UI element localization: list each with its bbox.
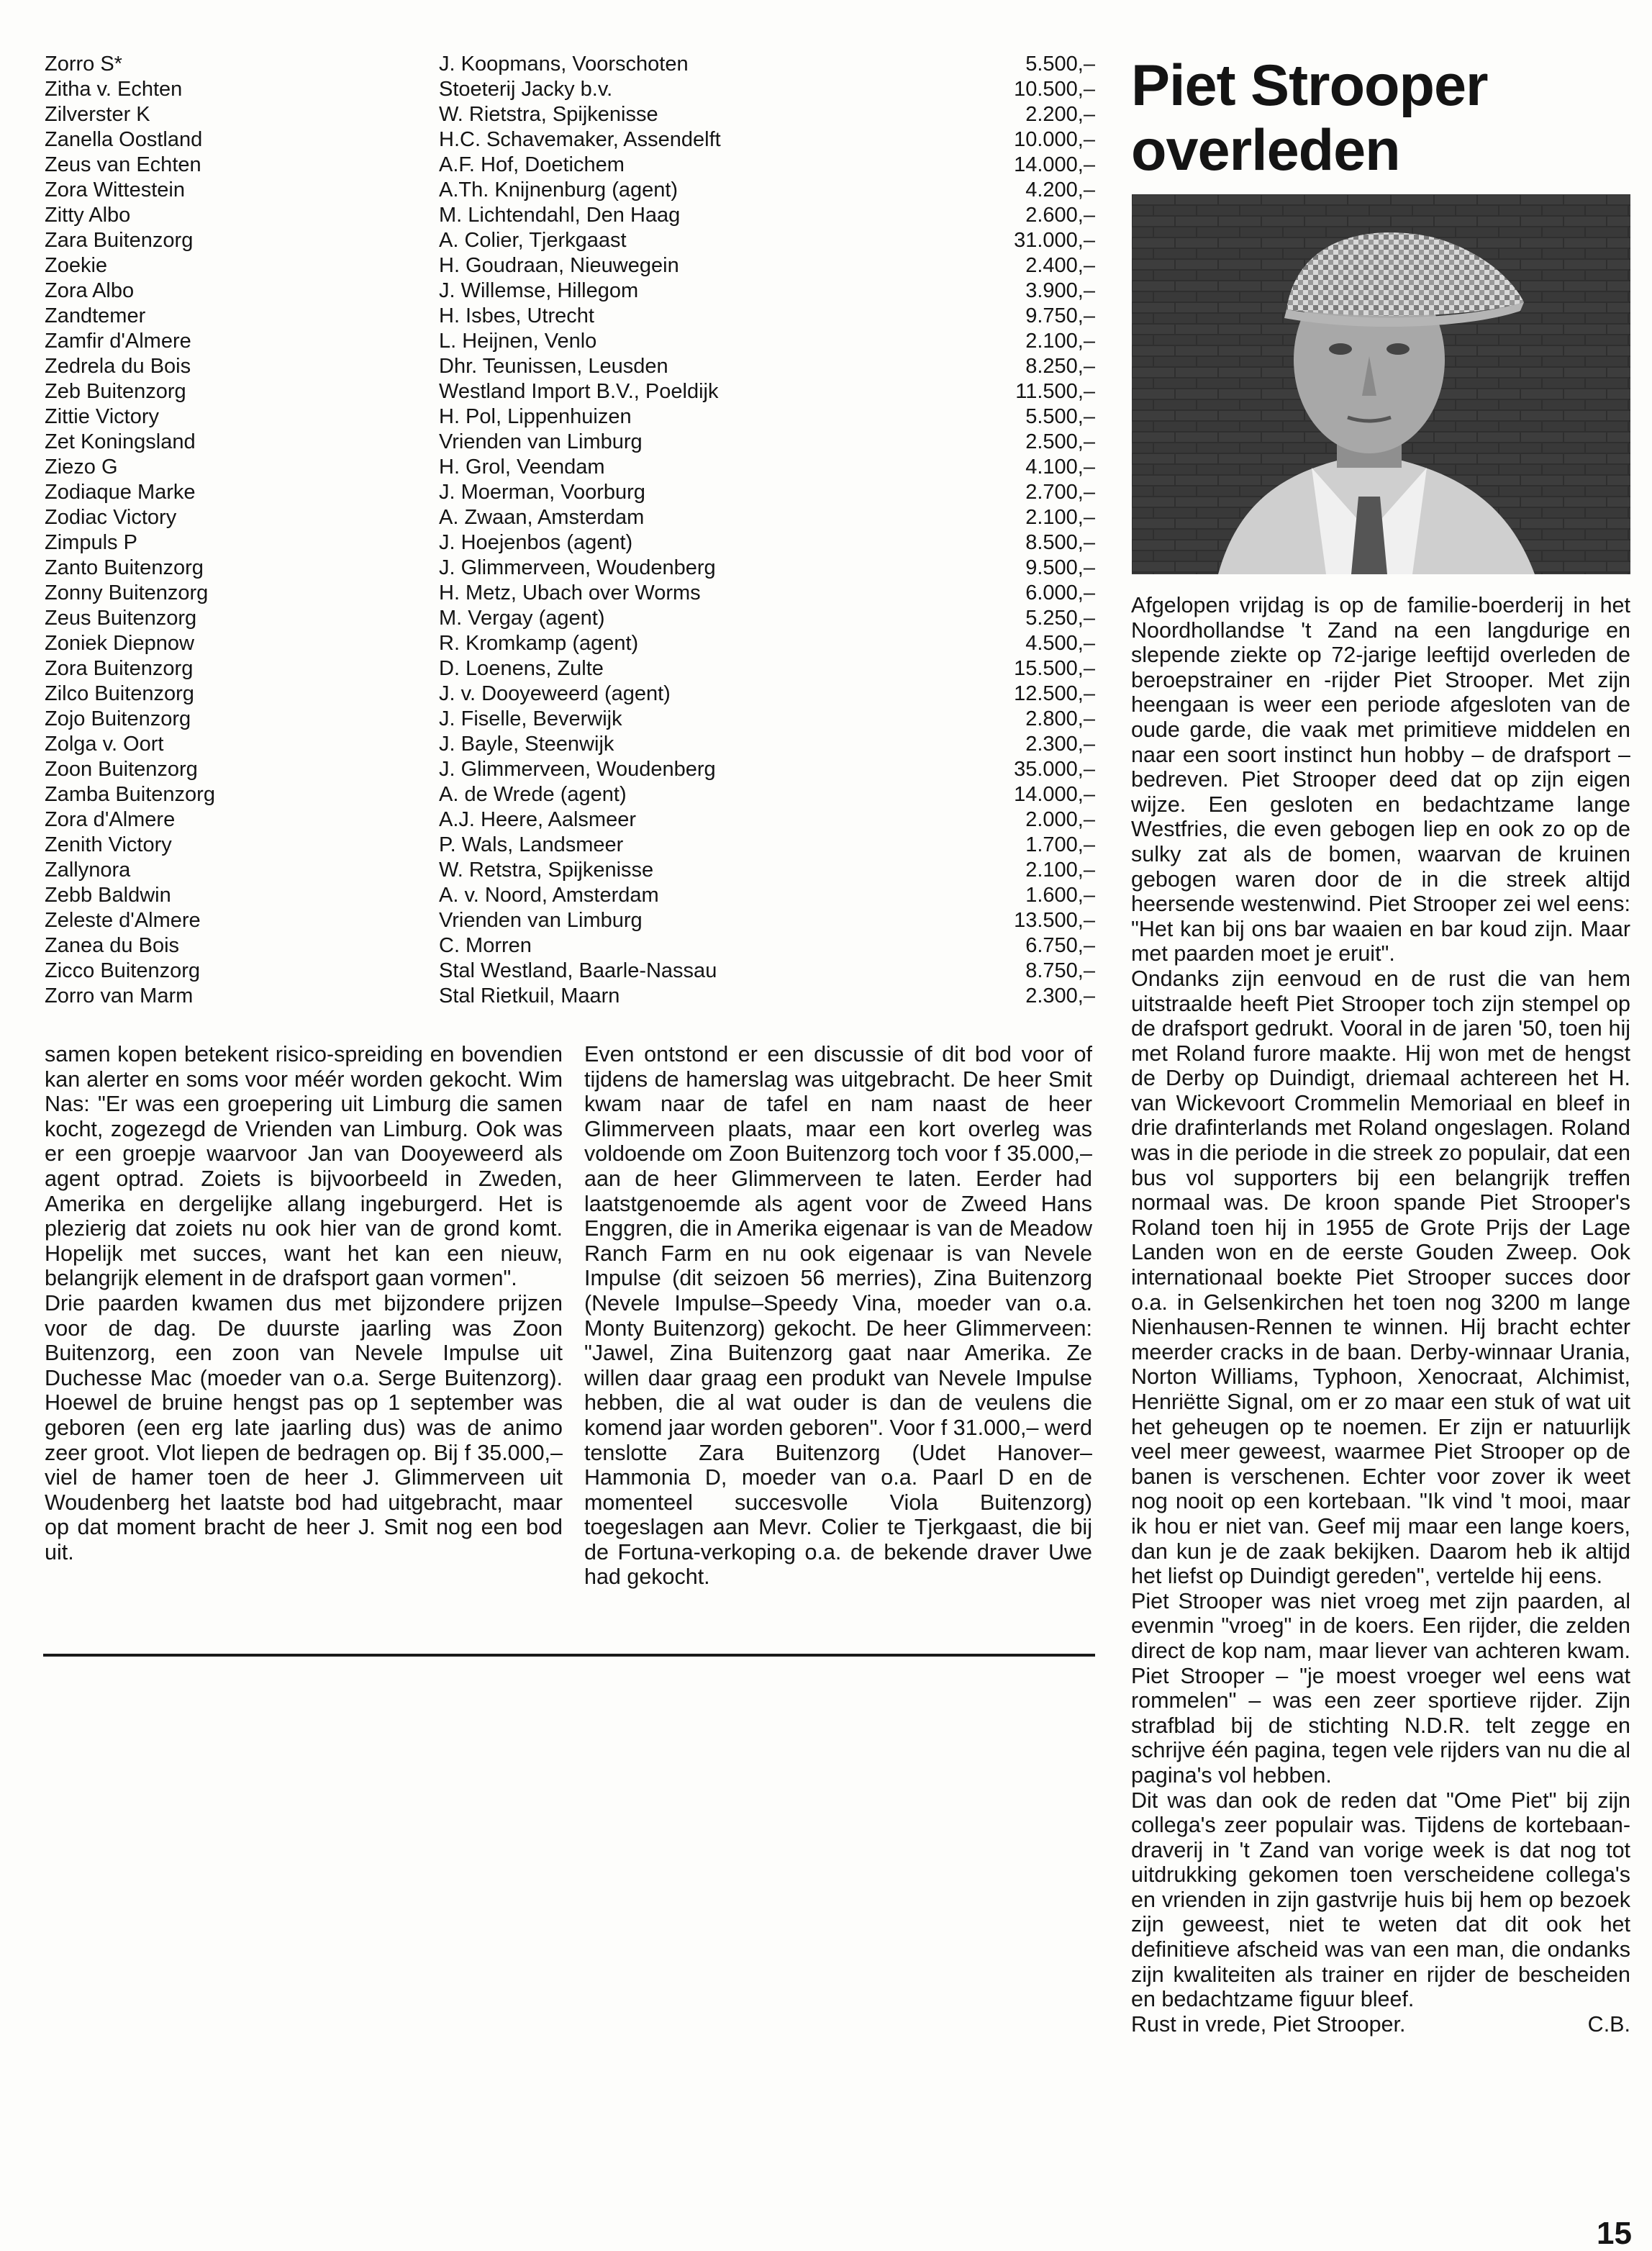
buyer-name: J. Bayle, Steenwijk (439, 733, 614, 756)
table-row (45, 253, 1095, 278)
buyer-name: Vrienden van Limburg (439, 430, 643, 453)
buyer-name: L. Heijnen, Venlo (439, 330, 597, 353)
horse-name: Zamba Buitenzorg (45, 783, 215, 806)
sale-price: 6.000,– (1025, 581, 1095, 604)
table-row (45, 959, 1095, 984)
table-row (45, 782, 1095, 807)
buyer-name: W. Retstra, Spijkenisse (439, 859, 654, 882)
horse-name: Zeus Buitenzorg (45, 607, 197, 630)
horse-name: Zanea du Bois (45, 934, 180, 957)
sale-price: 12.500,– (1014, 682, 1095, 705)
paragraph: Piet Strooper was niet vroeg met zijn paarden, al evenmin "vroeg" in de koers. Een rijder, die zelden direct de kop nam, maar liever van achteren kwam. Piet Strooper – "je moest vroeger wel eens wat rommelen" – was een zeer sportieve rijder. Zijn strafblad bij de stichting N.D.R. telt zegge en schrijve één pagina, tegen vele rijders van nu die al pagina's vol hebben. (1131, 1588, 1630, 1788)
horse-name: Zolga v. Oort (45, 733, 164, 756)
sale-price: 2.100,– (1025, 506, 1095, 529)
table-row (45, 77, 1095, 102)
table-row (45, 455, 1095, 480)
buyer-name: J. Moerman, Voorburg (439, 481, 645, 504)
obituary-body (1131, 593, 1630, 2037)
table-row (45, 278, 1095, 304)
article-column-1 (45, 1042, 563, 1564)
table-row (45, 681, 1095, 707)
horse-name: Zora Albo (45, 279, 135, 302)
buyer-name: Stoeterij Jacky b.v. (439, 78, 613, 101)
signoff-row (1131, 2012, 1630, 2037)
paragraph: Drie paarden kwamen dus met bijzondere prijzen voor de dag. De duurste jaarling was Zoon Buitenzorg, een zoon van Nevele Impulse uit Duchesse Mac (moeder van o.a. Serge Buitenzorg). Hoewel de bruine hengst pas op 1 september was geboren (een erg late jaarling dus) was de animo zeer groot. Vlot liepen de bedragen op. Bij f 35.000,– viel de hamer toen de heer J. Glimmerveen uit Woudenberg het laatste bod had uitgebracht, maar op dat moment bracht de heer J. Smit nog een bod uit. (45, 1290, 563, 1564)
buyer-name: J. v. Dooyeweerd (agent) (439, 682, 671, 705)
sale-price: 14.000,– (1014, 783, 1095, 806)
table-row (45, 833, 1095, 858)
sale-price: 31.000,– (1014, 229, 1095, 252)
sale-price: 4.500,– (1025, 632, 1095, 655)
table-row (45, 354, 1095, 379)
buyer-name: R. Kromkamp (agent) (439, 632, 639, 655)
buyer-name: J. Glimmerveen, Woudenberg (439, 758, 716, 781)
byline: C.B. (1587, 2011, 1630, 2037)
sale-price: 9.500,– (1025, 556, 1095, 579)
table-row (45, 581, 1095, 606)
horse-name: Zora Wittestein (45, 178, 185, 201)
horse-name: Zet Koningsland (45, 430, 196, 453)
horse-name: Zara Buitenzorg (45, 229, 194, 252)
table-row (45, 505, 1095, 530)
buyer-name: H. Grol, Veendam (439, 456, 605, 479)
table-row (45, 757, 1095, 782)
buyer-name: A.Th. Knijnenburg (agent) (439, 178, 678, 201)
sale-price: 2.100,– (1025, 859, 1095, 882)
paragraph: Even ontstond er een discussie of dit bod voor of tijdens de hamerslag was uitgebracht. De heer Smit kwam naar de tafel en nam naast de heer Glimmerveen plaats, maar een kort overleg was voldoende om Zoon Buitenzorg toch voor f 35.000,– aan de heer Glimmerveen te laten. Eerder had laatstgenoemde als agent voor de Zweed Hans Enggren, die in Amerika eigenaar is van de Meadow Ranch Farm en nu ook eigenaar is van Nevele Impulse (dit seizoen 56 merries), Zina Buitenzorg (Nevele Impulse–Speedy Vina, moeder van o.a. Monty Buitenzorg) gekocht. De heer Glimmerveen: "Jawel, Zina Buitenzorg gaat naar Amerika. Ze willen daar graag een produkt van Nevele Impulse hebben, die al wat ouder is dan de veulens die komend jaar worden geboren". Voor f 31.000,– werd tenslotte Zara Buitenzorg (Udet Hanover–Hammonia D, moeder van o.a. Paarl D en de momenteel succesvolle Viola Buitenzorg) toegeslagen aan Mevr. Colier te Tjerkgaast, die bij de Fortuna-verkoping o.a. de bekende draver Uwe had gekocht. (584, 1042, 1092, 1590)
sale-price: 5.500,– (1025, 53, 1095, 76)
buyer-name: A.J. Heere, Aalsmeer (439, 808, 636, 831)
horse-name: Zeb Buitenzorg (45, 380, 186, 403)
horse-name: Zodiaque Marke (45, 481, 196, 504)
sale-price: 2.400,– (1025, 254, 1095, 277)
buyer-name: P. Wals, Landsmeer (439, 833, 624, 856)
horse-name: Zallynora (45, 859, 131, 882)
sale-price: 2.500,– (1025, 430, 1095, 453)
table-row (45, 102, 1095, 127)
table-row (45, 178, 1095, 203)
sale-price: 2.700,– (1025, 481, 1095, 504)
horse-name: Zoniek Diepnow (45, 632, 194, 655)
sale-price: 15.500,– (1014, 657, 1095, 680)
buyer-name: M. Lichtendahl, Den Haag (439, 204, 681, 227)
sale-price: 2.300,– (1025, 733, 1095, 756)
buyer-name: H. Isbes, Utrecht (439, 304, 594, 327)
section-divider (43, 1654, 1095, 1657)
horse-name: Zittie Victory (45, 405, 160, 428)
sale-price: 3.900,– (1025, 279, 1095, 302)
buyer-name: A. Zwaan, Amsterdam (439, 506, 645, 529)
horse-name: Zitha v. Echten (45, 78, 183, 101)
horse-name: Zebb Baldwin (45, 884, 171, 907)
horse-name: Zenith Victory (45, 833, 172, 856)
table-row (45, 329, 1095, 354)
horse-name: Zoekie (45, 254, 108, 277)
sale-price: 10.500,– (1014, 78, 1095, 101)
table-row (45, 631, 1095, 656)
table-row (45, 732, 1095, 757)
sale-price: 10.000,– (1014, 128, 1095, 151)
buyer-name: W. Rietstra, Spijkenisse (439, 103, 658, 126)
buyer-name: A. de Wrede (agent) (439, 783, 627, 806)
sale-price: 2.000,– (1025, 808, 1095, 831)
table-row (45, 52, 1095, 77)
sale-price: 14.000,– (1014, 153, 1095, 176)
buyer-name: M. Vergay (agent) (439, 607, 605, 630)
buyer-name: Vrienden van Limburg (439, 909, 643, 932)
table-row (45, 656, 1095, 681)
paragraph: samen kopen betekent risico-spreiding en bovendien kan alerter en soms voor méér worden gekocht. Wim Nas: "Er was een groepering uit Limburg die samen kocht, zogezegd de Vrienden van Limburg. Ook was er een groepje waarvoor Jan van Dooyeweerd als agent optrad. Zoiets is bijvoorbeeld in Zweden, Amerika en dergelijke allang ingeburgerd. Het is plezierig dat zoiets nu ook hier van de grond komt. Hopelijk met succes, want het kan een nieuw, belangrijk element in de drafsport gaan vormen". (45, 1042, 563, 1291)
table-row (45, 480, 1095, 505)
buyer-name: Stal Westland, Baarle-Nassau (439, 959, 717, 982)
sale-price: 8.250,– (1025, 355, 1095, 378)
sale-price: 8.750,– (1025, 959, 1095, 982)
sale-price: 1.700,– (1025, 833, 1095, 856)
horse-name: Zamfir d'Almere (45, 330, 191, 353)
buyer-name: J. Koopmans, Voorschoten (439, 53, 689, 76)
horse-name: Zanella Oostland (45, 128, 203, 151)
paragraph: Dit was dan ook de reden dat "Ome Piet" bij zijn collega's zeer populair was. Tijdens de kortebaan-draverij in 't Zand van vorige week is dat nog tot uitdrukking gekomen toen verscheidene collega's en vrienden in zijn gastvrije huis bij hem op bezoek zijn geweest, niet te weten dat dit ook het definitieve afscheid was van een man, die ondanks zijn kwaliteiten als trainer en rijder de bescheiden en bedachtzame figuur bleef. (1131, 1788, 1630, 2012)
table-row (45, 153, 1095, 178)
auction-results-table (45, 52, 1095, 1009)
buyer-name: J. Fiselle, Beverwijk (439, 707, 622, 730)
sale-price: 1.600,– (1025, 884, 1095, 907)
table-row (45, 430, 1095, 455)
buyer-name: D. Loenens, Zulte (439, 657, 604, 680)
buyer-name: J. Willemse, Hillegom (439, 279, 639, 302)
table-row (45, 203, 1095, 228)
buyer-name: J. Hoejenbos (agent) (439, 531, 633, 554)
horse-name: Zeus van Echten (45, 153, 201, 176)
table-row (45, 984, 1095, 1009)
portrait-illustration (1132, 194, 1630, 574)
buyer-name: A. Colier, Tjerkgaast (439, 229, 627, 252)
horse-name: Zeleste d'Almere (45, 909, 201, 932)
paragraph: Ondanks zijn eenvoud en de rust die van hem uitstraalde heeft Piet Strooper toch zijn stempel op de drafsport gedrukt. Vooral in de jaren '50, toen hij met Roland furore maakte. Hij won met de hengst de Derby op Duindigt, driemaal achtereen het H. van Wickevoort Crommelin Memoriaal en bleef in drie drafinterlands met Roland ongeslagen. Roland was in die periode in die streek zo populair, dat een bus vol supporters bij een belangrijk treffen normaal was. De kroon spande Piet Strooper's Roland toen hij in 1955 de Grote Prijs der Lage Landen won en de eerste Gouden Zweep. Ook internationaal boekte Piet Strooper succes door o.a. in Gelsenkirchen het toen nog 3200 m lange Nienhausen-Rennen te winnen. Hij bracht echter meerder cracks in de baan. Derby-winnaar Urania, Norton Williams, Typhoon, Xenocraat, Alchimist, Henriëtte Signal, om er zo maar een stuk of wat uit het geheugen op te noemen. Er zijn er natuurlijk veel meer geweest, waarmee Piet Strooper op de banen is verschenen. Echter voor zover ik weet nog nooit op een kortebaan. "Ik vind 't mooi, maar ik hou er niet van. Geef mij maar een lange koers, dan kun je de zaak bekijken. Daarom heb ik altijd het liefst op Duindigt gereden", vertelde hij eens. (1131, 966, 1630, 1589)
buyer-name: Dhr. Teunissen, Leusden (439, 355, 668, 378)
horse-name: Zicco Buitenzorg (45, 959, 200, 982)
buyer-name: Stal Rietkuil, Maarn (439, 984, 620, 1007)
horse-name: Zora Buitenzorg (45, 657, 194, 680)
horse-name: Zora d'Almere (45, 808, 176, 831)
sale-price: 11.500,– (1015, 380, 1095, 403)
table-row (45, 304, 1095, 329)
table-row (45, 404, 1095, 430)
article-column-2 (584, 1042, 1092, 1590)
buyer-name: A. v. Noord, Amsterdam (439, 884, 659, 907)
sale-price: 2.600,– (1025, 204, 1095, 227)
sale-price: 2.800,– (1025, 707, 1095, 730)
horse-name: Ziezo G (45, 456, 118, 479)
sale-price: 4.100,– (1025, 456, 1095, 479)
sale-price: 8.500,– (1025, 531, 1095, 554)
buyer-name: C. Morren (439, 934, 532, 957)
sale-price: 35.000,– (1014, 758, 1095, 781)
table-row (45, 707, 1095, 732)
buyer-name: H. Goudraan, Nieuwegein (439, 254, 679, 277)
table-row (45, 883, 1095, 908)
table-row (45, 127, 1095, 153)
page-number: 15 (1597, 2216, 1632, 2251)
sale-price: 5.500,– (1025, 405, 1095, 428)
sale-price: 2.200,– (1025, 103, 1095, 126)
sale-price: 2.300,– (1025, 984, 1095, 1007)
buyer-name: H. Metz, Ubach over Worms (439, 581, 701, 604)
sale-price: 9.750,– (1025, 304, 1095, 327)
horse-name: Zedrela du Bois (45, 355, 191, 378)
horse-name: Zojo Buitenzorg (45, 707, 191, 730)
buyer-name: H. Pol, Lippenhuizen (439, 405, 632, 428)
sale-price: 2.100,– (1025, 330, 1095, 353)
table-row (45, 379, 1095, 404)
table-row (45, 556, 1095, 581)
horse-name: Zandtemer (45, 304, 146, 327)
table-row (45, 908, 1095, 933)
horse-name: Zilco Buitenzorg (45, 682, 194, 705)
sale-price: 13.500,– (1014, 909, 1095, 932)
buyer-name: J. Glimmerveen, Woudenberg (439, 556, 716, 579)
buyer-name: H.C. Schavemaker, Assendelft (439, 128, 721, 151)
sale-price: 6.750,– (1025, 934, 1095, 957)
table-row (45, 933, 1095, 959)
horse-name: Zimpuls P (45, 531, 137, 554)
horse-name: Zitty Albo (45, 204, 131, 227)
table-row (45, 606, 1095, 631)
table-row (45, 228, 1095, 253)
horse-name: Zanto Buitenzorg (45, 556, 204, 579)
sale-price: 5.250,– (1025, 607, 1095, 630)
horse-name: Zonny Buitenzorg (45, 581, 209, 604)
obituary-title: Piet Strooper overleden (1131, 53, 1488, 183)
horse-name: Zorro S* (45, 53, 122, 76)
horse-name: Zodiac Victory (45, 506, 177, 529)
horse-name: Zorro van Marm (45, 984, 194, 1007)
signoff: Rust in vrede, Piet Strooper. (1131, 2011, 1406, 2037)
table-row (45, 858, 1095, 883)
sale-price: 4.200,– (1025, 178, 1095, 201)
table-row (45, 807, 1095, 833)
portrait-photo (1132, 194, 1630, 574)
buyer-name: A.F. Hof, Doetichem (439, 153, 625, 176)
table-row (45, 530, 1095, 556)
buyer-name: Westland Import B.V., Poeldijk (439, 380, 719, 403)
horse-name: Zoon Buitenzorg (45, 758, 198, 781)
paragraph: Afgelopen vrijdag is op de familie-boerderij in het Noordhollandse 't Zand na een langdurige en slepende ziekte op 72-jarige leeftijd overleden de beroepstrainer en -rijder Piet Strooper. Met zijn heengaan is weer een periode afgesloten van de oude garde, die vaak met primitieve middelen en naar een soort instinct hun hobby – de drafsport – bedreven. Piet Strooper deed dat op zijn eigen wijze. Een gesloten en bedachtzame lange Westfries, die even gebogen liep en ook zo op de sulky zat als de bomen, waarvan de kruinen gebogen waren door de in die streek altijd heersende westenwind. Piet Strooper zei wel eens: "Het kan bij ons bar waaien en bar koud zijn. Maar met paarden moet je eruit". (1131, 593, 1630, 966)
horse-name: Zilverster K (45, 103, 150, 126)
